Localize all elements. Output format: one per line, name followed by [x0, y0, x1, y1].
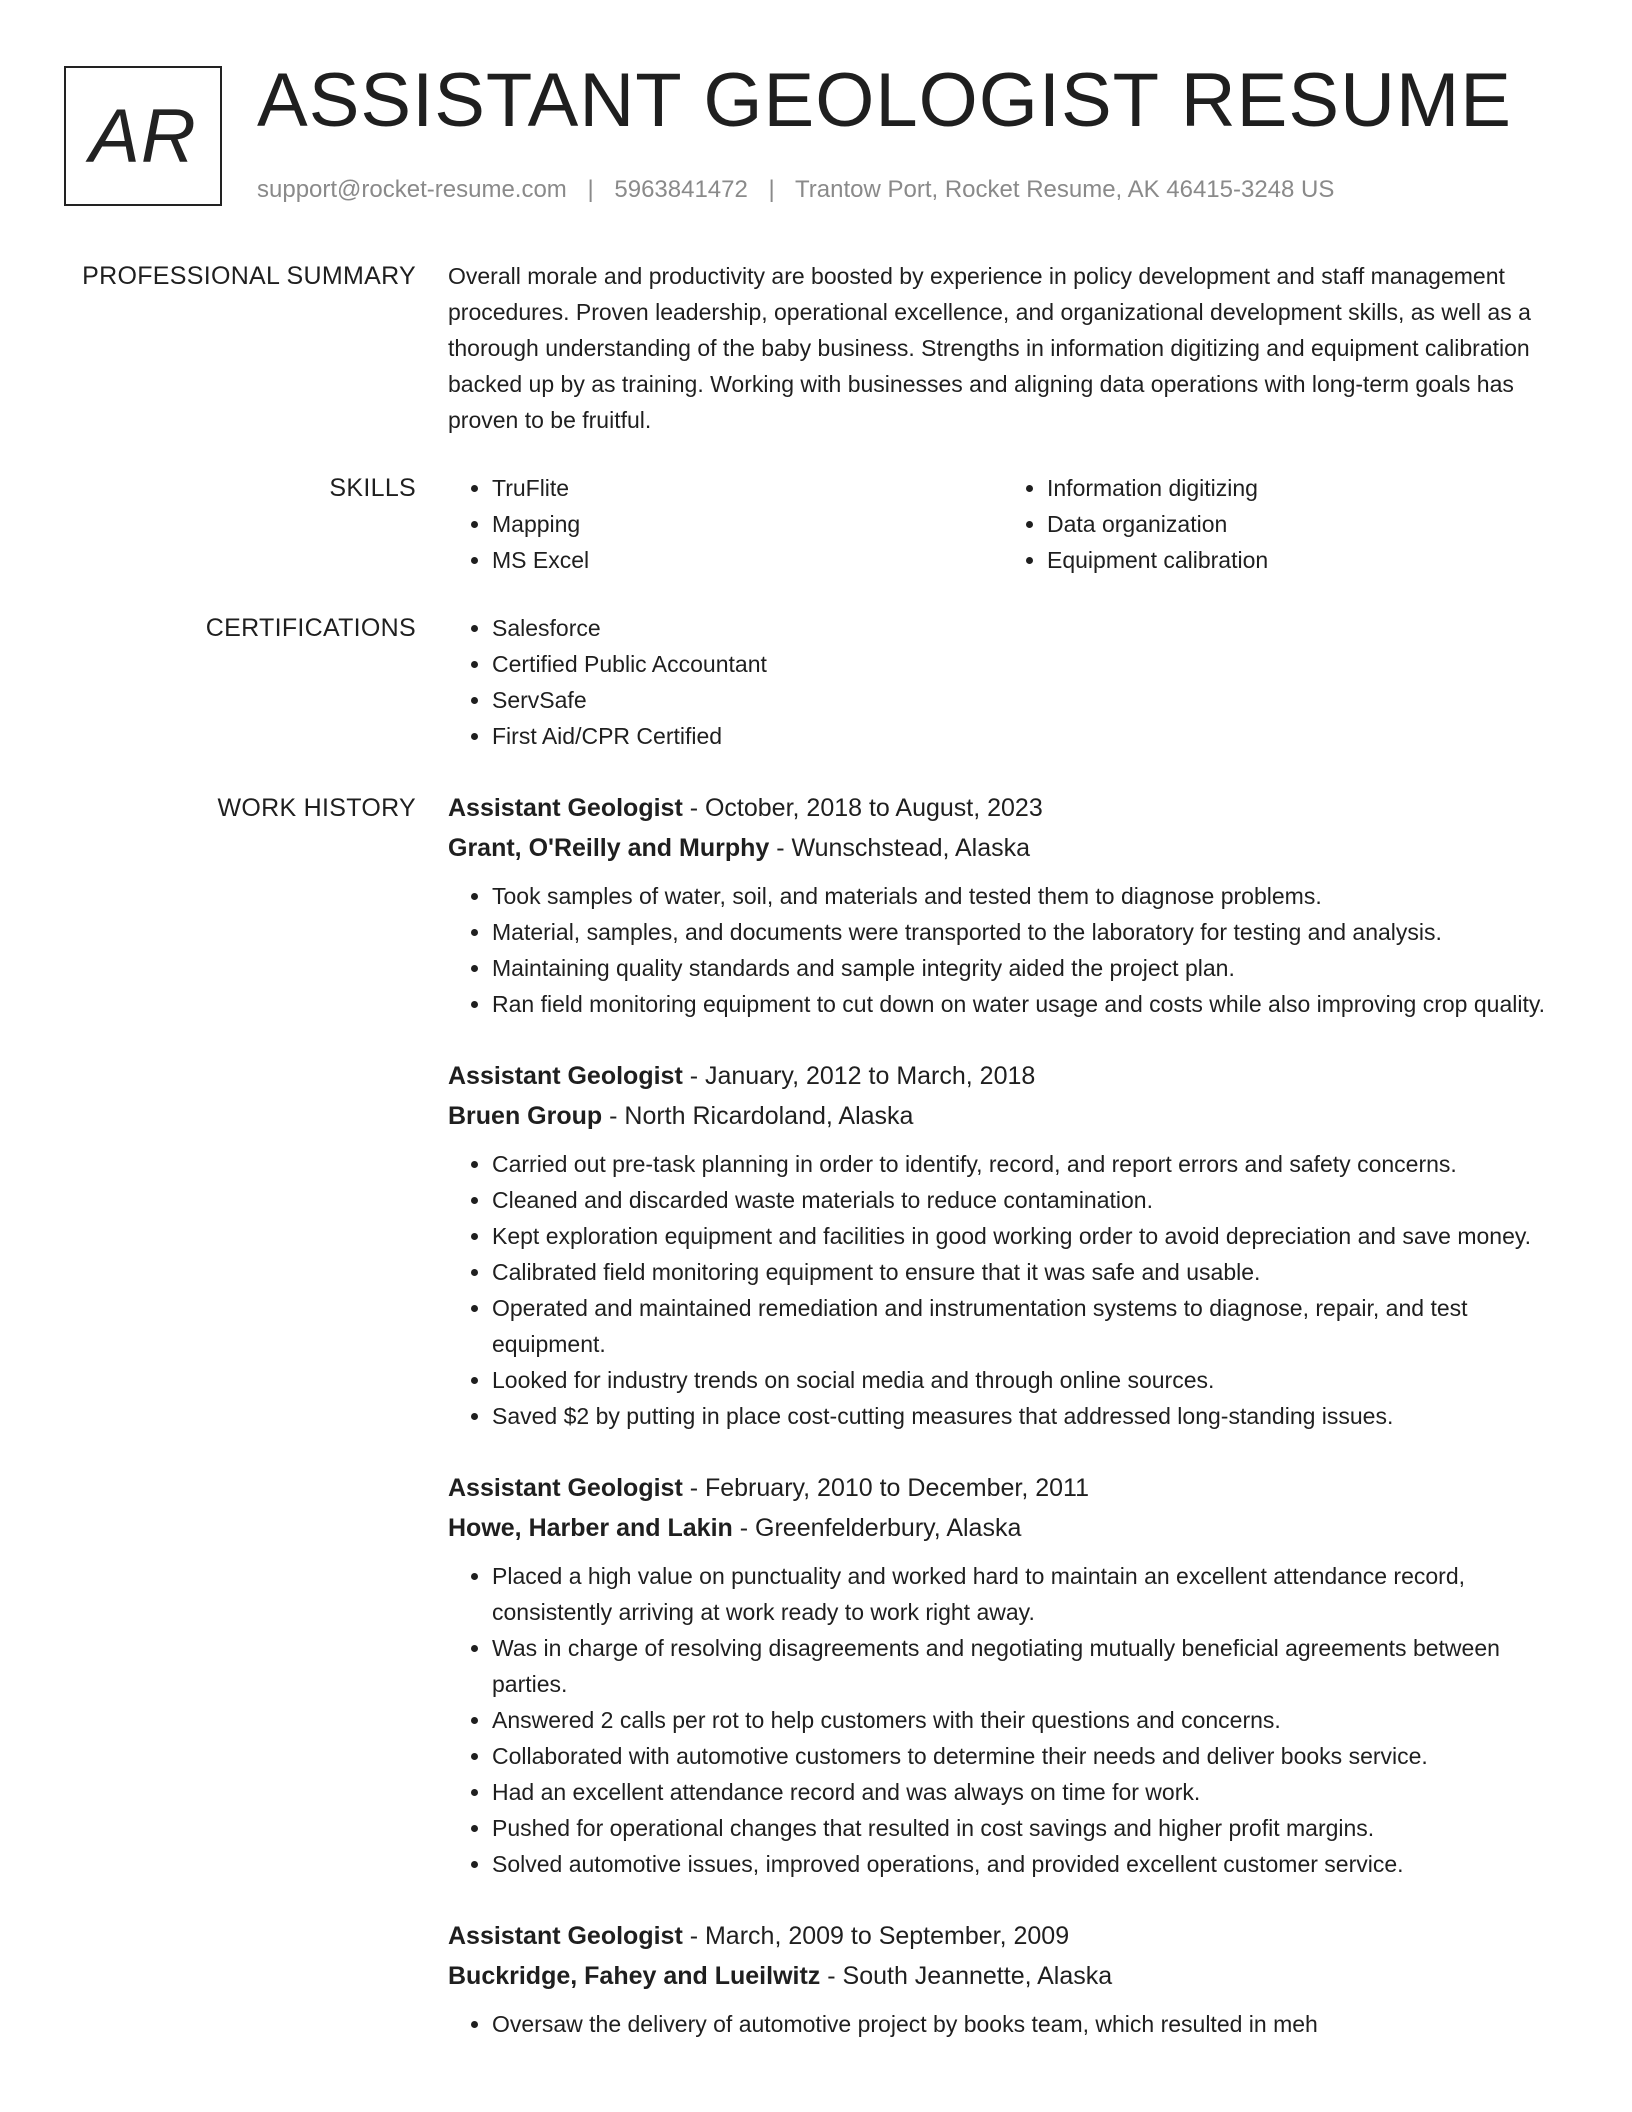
- job-company: Grant, O'Reilly and Murphy: [448, 834, 770, 862]
- skill-item: • Information digitizing: [1047, 470, 1558, 506]
- job-duty: • Solved automotive issues, improved operations, and provided excellent customer service.: [492, 1846, 1558, 1882]
- job-duty: • Maintaining quality standards and sample integrity aided the project plan.: [492, 950, 1558, 986]
- job-title: Assistant Geologist: [448, 1474, 683, 1502]
- skills-column-left: [448, 470, 1003, 578]
- job-duties: [448, 2006, 1558, 2042]
- job-duties: [448, 878, 1558, 1022]
- skill-item: • MS Excel: [492, 542, 1003, 578]
- job-duties: [448, 1558, 1558, 1882]
- job-duty: • Placed a high value on punctuality and worked hard to maintain an excellent attendance record, consistently arriving at work ready to work right away.: [492, 1558, 1558, 1630]
- job-duty: • Oversaw the delivery of automotive project by books team, which resulted in meh: [492, 2006, 1558, 2042]
- job-title: Assistant Geologist: [448, 1062, 683, 1090]
- contact-line: [257, 176, 1334, 204]
- work-history-list: [448, 788, 1558, 2076]
- job-duties: [448, 1146, 1558, 1434]
- contact-email[interactable]: support@rocket-resume.com: [257, 176, 567, 203]
- job-duty: • Took samples of water, soil, and materials and tested them to diagnose problems.: [492, 878, 1558, 914]
- certification-item: • Certified Public Accountant: [492, 646, 1558, 682]
- section-heading-work-history: WORK HISTORY: [217, 794, 416, 822]
- skill-item: • TruFlite: [492, 470, 1003, 506]
- job-duty: • Cleaned and discarded waste materials to reduce contamination.: [492, 1182, 1558, 1218]
- certification-item: • Salesforce: [492, 610, 1558, 646]
- job-dates: - October, 2018 to August, 2023: [682, 794, 1043, 822]
- job-company-line: [448, 828, 1558, 868]
- job-title-line: [448, 1468, 1558, 1508]
- job-company: Buckridge, Fahey and Lueilwitz: [448, 1962, 821, 1990]
- certification-item: • First Aid/CPR Certified: [492, 718, 1558, 754]
- job-title: Assistant Geologist: [448, 1922, 683, 1950]
- section-heading-certifications: CERTIFICATIONS: [205, 614, 416, 642]
- job-duty: • Was in charge of resolving disagreements and negotiating mutually beneficial agreements between parties.: [492, 1630, 1558, 1702]
- job-company-line: [448, 1508, 1558, 1548]
- job-location: - South Jeannette, Alaska: [820, 1962, 1113, 1990]
- job-entry: [448, 1468, 1558, 1882]
- job-dates: - March, 2009 to September, 2009: [682, 1922, 1070, 1950]
- skill-item: • Data organization: [1047, 506, 1558, 542]
- job-dates: - January, 2012 to March, 2018: [682, 1062, 1036, 1090]
- job-company: Bruen Group: [448, 1102, 603, 1130]
- job-duty: • Had an excellent attendance record and was always on time for work.: [492, 1774, 1558, 1810]
- job-duty: • Operated and maintained remediation and instrumentation systems to diagnose, repair, and test equipment.: [492, 1290, 1558, 1362]
- contact-separator: |: [587, 176, 594, 203]
- section-heading-skills: SKILLS: [329, 474, 416, 502]
- job-duty: • Carried out pre-task planning in order to identify, record, and report errors and safety concerns.: [492, 1146, 1558, 1182]
- job-duty: • Ran field monitoring equipment to cut down on water usage and costs while also improving crop quality.: [492, 986, 1558, 1022]
- job-title-line: [448, 788, 1558, 828]
- job-duty: • Answered 2 calls per rot to help customers with their questions and concerns.: [492, 1702, 1558, 1738]
- job-duty: • Calibrated field monitoring equipment to ensure that it was safe and usable.: [492, 1254, 1558, 1290]
- summary-text: Overall morale and productivity are boosted by experience in policy development and staff management procedures. Proven leadership, operational excellence, and organizational development skills, as well as a thorough understanding of the baby business. Strengths in information digitizing and equipment calibration backed up by as training. Working with businesses and aligning data operations with long-term goals has proven to be fruitful.: [448, 263, 1531, 433]
- job-location: - Wunschstead, Alaska: [769, 834, 1031, 862]
- job-duty: • Material, samples, and documents were transported to the laboratory for testing and analysis.: [492, 914, 1558, 950]
- job-entry: [448, 1056, 1558, 1434]
- job-company: Howe, Harber and Lakin: [448, 1514, 733, 1542]
- job-duty: • Kept exploration equipment and facilities in good working order to avoid depreciation and save money.: [492, 1218, 1558, 1254]
- contact-separator: |: [768, 176, 775, 203]
- job-entry: [448, 1916, 1558, 2042]
- job-company-line: [448, 1096, 1558, 1136]
- monogram-logo: AR: [64, 66, 222, 206]
- job-dates: - February, 2010 to December, 2011: [682, 1474, 1090, 1502]
- skill-item: • Mapping: [492, 506, 1003, 542]
- certifications-list: [448, 610, 1558, 754]
- job-title-line: [448, 1056, 1558, 1096]
- contact-address: Trantow Port, Rocket Resume, AK 46415-3248 US: [795, 176, 1335, 203]
- job-duty: • Looked for industry trends on social media and through online sources.: [492, 1362, 1558, 1398]
- job-entry: [448, 788, 1558, 1022]
- section-heading-summary: PROFESSIONAL SUMMARY: [82, 262, 416, 290]
- job-title-line: [448, 1916, 1558, 1956]
- job-location: - Greenfelderbury, Alaska: [732, 1514, 1022, 1542]
- job-duty: • Saved $2 by putting in place cost-cutting measures that addressed long-standing issues.: [492, 1398, 1558, 1434]
- page-title: ASSISTANT GEOLOGIST RESUME: [257, 58, 1512, 143]
- job-company-line: [448, 1956, 1558, 1996]
- skill-item: • Equipment calibration: [1047, 542, 1558, 578]
- job-location: - North Ricardoland, Alaska: [602, 1102, 914, 1130]
- job-duty: • Pushed for operational changes that resulted in cost savings and higher profit margins.: [492, 1810, 1558, 1846]
- job-title: Assistant Geologist: [448, 794, 683, 822]
- job-duty: • Collaborated with automotive customers to determine their needs and deliver books service.: [492, 1738, 1558, 1774]
- contact-phone[interactable]: 5963841472: [614, 176, 748, 203]
- skills-column-right: [1003, 470, 1558, 578]
- summary-body: [448, 258, 1558, 438]
- skills-list: [448, 470, 1558, 578]
- certification-item: • ServSafe: [492, 682, 1558, 718]
